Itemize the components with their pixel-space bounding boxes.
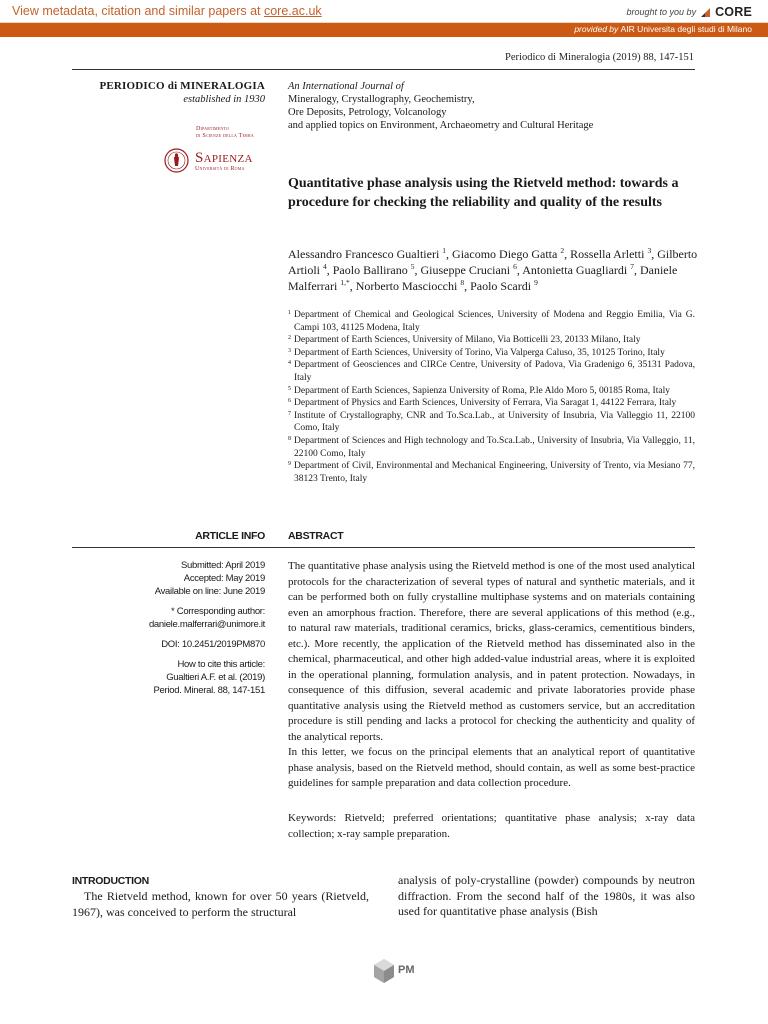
affiliation-number: 9 xyxy=(288,461,291,468)
affiliation-text: Department of Sciences and High technology and To.Sca.Lab., University of Insubria, Via Valleggio, 11, 22100 Como, Italy xyxy=(294,435,695,459)
core-metadata-link[interactable] xyxy=(12,4,322,18)
affiliation-text: Department of Geosciences and CIRCe Centre, University of Padova, Via Gradenigo 6, 35131 Padova, Italy xyxy=(294,360,695,383)
author-affiliation-marker: 5 xyxy=(410,262,415,271)
affiliation-list xyxy=(288,309,695,485)
introduction-left-text: The Rietveld method, known for over 50 years (Rietveld, 1967), was conceived to perform the structural xyxy=(72,889,369,919)
sapienza-seal-icon xyxy=(164,148,189,173)
affiliation-number: 3 xyxy=(288,347,291,354)
affiliation-item xyxy=(288,385,695,398)
abstract-paragraph-1: The quantitative phase analysis using the Rietveld method is one of the most used analytical protocols for the characterization of several types of natural and synthetic materials, and it can be performed both on fully crystalline multiphase systems and on materials containing even an amorphous fraction. Therefore, there are several applications of this method (e.g., to natural raw materials, traditional ceramics, bricks, glass-ceramics, cementitious binders, etc.). More recently, the application of the Rietveld method has disseminated also in the chemical, pharmaceutical, and other high added-value industrial areas, where it is exploited in the operational planning, formulation analysis, and in patent protection. Nowadays, in consequence of this diffusion, several academic and private laboratories provide phase quantitative analysis using the Rietveld method as customers service, but an accreditation procedure is still pending and lacks a protocol for checking the authenticity and quality of the analytical reports. xyxy=(288,560,695,743)
affiliation-item xyxy=(288,359,695,384)
abstract-heading: ABSTRACT xyxy=(288,530,344,542)
author-name: Rossella Arletti xyxy=(570,247,645,261)
core-brand-name: CORE xyxy=(715,5,752,19)
author-list: Alessandro Francesco Gualtieri $^1$, Giacomo Diego Gatta $^2$, Rossella Arletti $^3$, Gilberto Artioli $^4$, Paolo Ballirano $^5$, Giuseppe Cruciani $^6$, Antonietta Guagliardi $^7$, Daniele Malferrari $^{1,*}$, Norberto Masciocchi $^8$, Paolo Scardi $^9$ xyxy=(288,246,698,293)
introduction-left-column xyxy=(72,889,369,920)
author-affiliation-marker: 4 xyxy=(323,262,327,271)
cite-label: How to cite this article: xyxy=(177,659,265,670)
corresponding-author-label: * Corresponding author: xyxy=(171,606,265,617)
author-name: Paolo Scardi xyxy=(470,279,532,293)
author-affiliation-marker: 7 xyxy=(630,262,634,271)
department-label xyxy=(196,126,254,140)
affiliation-number: 6 xyxy=(288,398,291,405)
core-brand[interactable] xyxy=(627,5,752,19)
affiliation-text: Department of Civil, Environmental and Mechanical Engineering, University of Trento, via Mesiano 77, 38123 Trento, Italy xyxy=(294,461,695,484)
pm-crystal-logo-icon xyxy=(372,958,396,984)
author-affiliation-marker: 2 xyxy=(560,246,565,255)
author-name: Antonietta Guagliardi xyxy=(522,263,628,277)
affiliation-text: Department of Earth Sciences, University of Milano, Via Botticelli 23, 20133 Milano, Italy xyxy=(294,335,641,346)
article-info xyxy=(75,559,265,697)
author-name: Giacomo Diego Gatta xyxy=(452,247,558,261)
pm-logo-text: PM xyxy=(398,964,415,976)
header-rule xyxy=(72,69,695,70)
journal-scope xyxy=(288,80,593,132)
abstract-paragraph-2: In this letter, we focus on the principal elements that an analytical report of quantitative phase analysis, based on the Rietveld method, should contain, as well as some best-practice guidelines for sample preparation and data collection procedure. xyxy=(288,746,695,789)
affiliation-text: Department of Physics and Earth Sciences, University of Ferrara, Via Saragat 1, 44122 Ferrara, Italy xyxy=(294,398,677,409)
author-affiliation-marker: 8 xyxy=(460,278,465,287)
provider-name: AIR Universita degli studi di Milano xyxy=(620,24,752,34)
author-name: Daniele Malferrari xyxy=(288,263,678,293)
article-info-heading: ARTICLE INFO xyxy=(195,530,265,542)
author-affiliation-marker: 1,* xyxy=(340,278,350,287)
affiliation-item xyxy=(288,460,695,485)
abstract-body xyxy=(288,559,695,792)
author-affiliation-marker: 3 xyxy=(647,246,652,255)
affiliation-number: 2 xyxy=(288,335,291,342)
keywords: Keywords: Rietveld; preferred orientations; quantitative phase analysis; x-ray data collection; x-ray sample preparation. xyxy=(288,812,695,840)
affiliation-number: 1 xyxy=(288,310,291,316)
sapienza-subtitle: Università di Roma xyxy=(195,166,245,172)
author-name: Alessandro Francesco Gualtieri xyxy=(288,247,440,261)
affiliation-number: 4 xyxy=(288,360,291,367)
scope-line-2: Mineralogy, Crystallography, Geochemistry, xyxy=(288,94,475,105)
brought-to-you-label: brought to you by xyxy=(626,7,697,17)
submitted-date: Submitted: April 2019 xyxy=(180,560,265,571)
scope-line-1: An International Journal of xyxy=(288,81,404,92)
journal-reference: Periodico di Mineralogia (2019) 88, 147-151 xyxy=(505,52,694,63)
author-name: Giuseppe Cruciani xyxy=(420,263,511,277)
affiliation-item xyxy=(288,309,695,334)
affiliation-number: 5 xyxy=(288,385,291,392)
online-date: Available on line: June 2019 xyxy=(154,586,265,597)
affiliation-text: Department of Chemical and Geological Sciences, University of Modena and Reggio Emilia, Via G. Campi 103, 41125 Modena, Italy xyxy=(294,310,695,333)
author-affiliation-marker: 6 xyxy=(513,262,517,271)
scope-line-3: Ore Deposits, Petrology, Volcanology xyxy=(288,107,447,118)
corresponding-author-email[interactable]: daniele.malferrari@unimore.it xyxy=(148,619,265,630)
author-affiliation-marker: 1 xyxy=(442,246,447,255)
author-affiliation-marker: 9 xyxy=(534,278,538,287)
accepted-date: Accepted: May 2019 xyxy=(183,573,265,584)
introduction-heading: INTRODUCTION xyxy=(72,875,149,887)
core-logo-icon xyxy=(699,6,712,19)
affiliation-item xyxy=(288,347,695,360)
journal-name: PERIODICO di MINERALOGIA xyxy=(99,80,265,92)
provided-by-label: provided by xyxy=(574,24,619,34)
affiliation-item xyxy=(288,397,695,410)
author-name: Paolo Ballirano xyxy=(332,263,408,277)
paper-title: Quantitative phase analysis using the Rietveld method: towards a procedure for checking the reliability and quality of the results xyxy=(288,176,679,210)
doi[interactable]: DOI: 10.2451/2019PM870 xyxy=(161,639,265,650)
journal-established: established in 1930 xyxy=(183,94,265,105)
scope-line-4: and applied topics on Environment, Archaeometry and Cultural Heritage xyxy=(288,120,594,131)
section-rule xyxy=(72,547,695,548)
department-line-1: Dipartimento xyxy=(196,126,230,132)
core-link-text: View metadata, citation and similar papers at xyxy=(12,4,264,18)
affiliation-text: Department of Earth Sciences, Sapienza University of Roma, P.le Aldo Moro 5, 00185 Roma, Italy xyxy=(294,385,670,396)
affiliation-item xyxy=(288,410,695,435)
affiliation-text: Department of Earth Sciences, University of Torino, Via Valperga Caluso, 35, 10125 Torino, Italy xyxy=(294,347,665,358)
affiliation-item xyxy=(288,435,695,460)
provided-by-text[interactable] xyxy=(574,24,752,34)
affiliation-number: 8 xyxy=(288,435,291,442)
sapienza-name: Sapienza xyxy=(195,150,253,166)
affiliation-number: 7 xyxy=(288,410,291,417)
affiliation-item xyxy=(288,334,695,347)
affiliation-text: Institute of Crystallography, CNR and To.Sca.Lab., at University of Insubria, Via Valleggio 11, 22100 Como, Italy xyxy=(294,410,695,434)
author-name: Gilberto Artioli xyxy=(288,247,698,277)
cite-line-2: Period. Mineral. 88, 147-151 xyxy=(153,685,265,696)
core-link-domain[interactable]: core.ac.uk xyxy=(263,4,322,18)
author-name: Norberto Masciocchi xyxy=(355,279,458,293)
department-line-2: di Scienze della Terra xyxy=(196,133,255,139)
introduction-right-column: analysis of poly-crystalline (powder) compounds by neutron diffraction. From the second half of the 1980s, it was also used for quantitative phase analysis (Bish xyxy=(398,873,695,918)
cite-line-1: Gualtieri A.F. et al. (2019) xyxy=(166,672,265,683)
